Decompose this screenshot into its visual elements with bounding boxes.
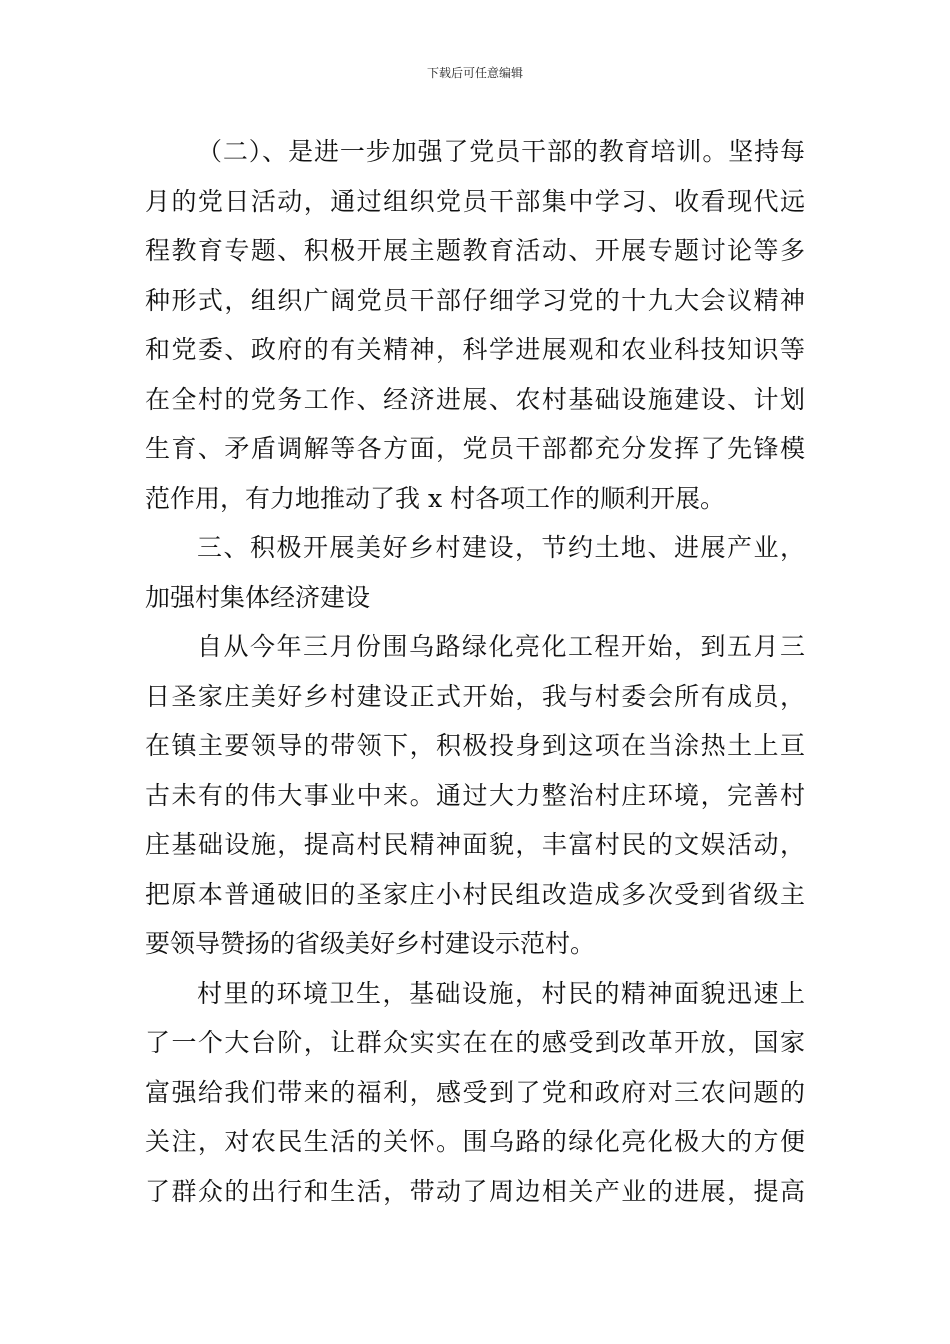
text-line: 要领导赞扬的省级美好乡村建设示范村。 (145, 929, 596, 958)
text-line: 自从今年三月份围乌路绿化亮化工程开始，到五月三 (197, 632, 805, 661)
text-line: 月的党日活动，通过组织党员干部集中学习、收看现代远 (145, 186, 805, 216)
text-line: 了一个大台阶，让群众实实在在的感受到改革开放，国家 (145, 1028, 805, 1057)
text-line: 了群众的出行和生活，带动了周边相关产业的进展，提高 (145, 1176, 805, 1206)
text-line: （二）、是进一步加强了党员干部的教育培训。坚持每 (197, 137, 805, 166)
text-line: 庄基础设施，提高村民精神面貌，丰富村民的文娱活动， (145, 830, 805, 859)
text-line: 日圣家庄美好乡村建设正式开始，我与村委会所有成员， (145, 681, 805, 711)
section-heading: 三、积极开展美好乡村建设，节约土地、进展产业， (197, 533, 805, 562)
text-line: 古未有的伟大事业中来。通过大力整治村庄环境，完善村 (145, 780, 805, 810)
text-line: 村里的环境卫生，基础设施，村民的精神面貌迅速上 (197, 978, 805, 1008)
text-line: 范作用，有力地推动了我 x 村各项工作的顺利开展。 (145, 483, 725, 513)
section-heading: 加强村集体经济建设 (145, 582, 371, 612)
text-line: 和党委、政府的有关精神，科学进展观和农业科技知识等 (145, 335, 805, 364)
page-header: 下载后可任意编辑 (426, 66, 523, 80)
text-line: 程教育专题、积极开展主题教育活动、开展专题讨论等多 (145, 236, 805, 265)
text-line: 生育、矛盾调解等各方面，党员干部都充分发挥了先锋模 (145, 434, 805, 463)
document-body (145, 127, 805, 1216)
text-line: 关注，对农民生活的关怀。围乌路的绿化亮化极大的方便 (145, 1127, 805, 1156)
text-line: 种形式，组织广阔党员干部仔细学习党的十九大会议精神 (145, 285, 805, 315)
text-line: 在镇主要领导的带领下，积极投身到这项在当涂热土上亘 (145, 731, 805, 760)
text-line: 富强给我们带来的福利，感受到了党和政府对三农问题的 (145, 1077, 805, 1107)
text-line: 在全村的党务工作、经济进展、农村基础设施建设、计划 (145, 384, 805, 414)
text-line: 把原本普通破旧的圣家庄小村民组改造成多次受到省级主 (145, 879, 805, 909)
